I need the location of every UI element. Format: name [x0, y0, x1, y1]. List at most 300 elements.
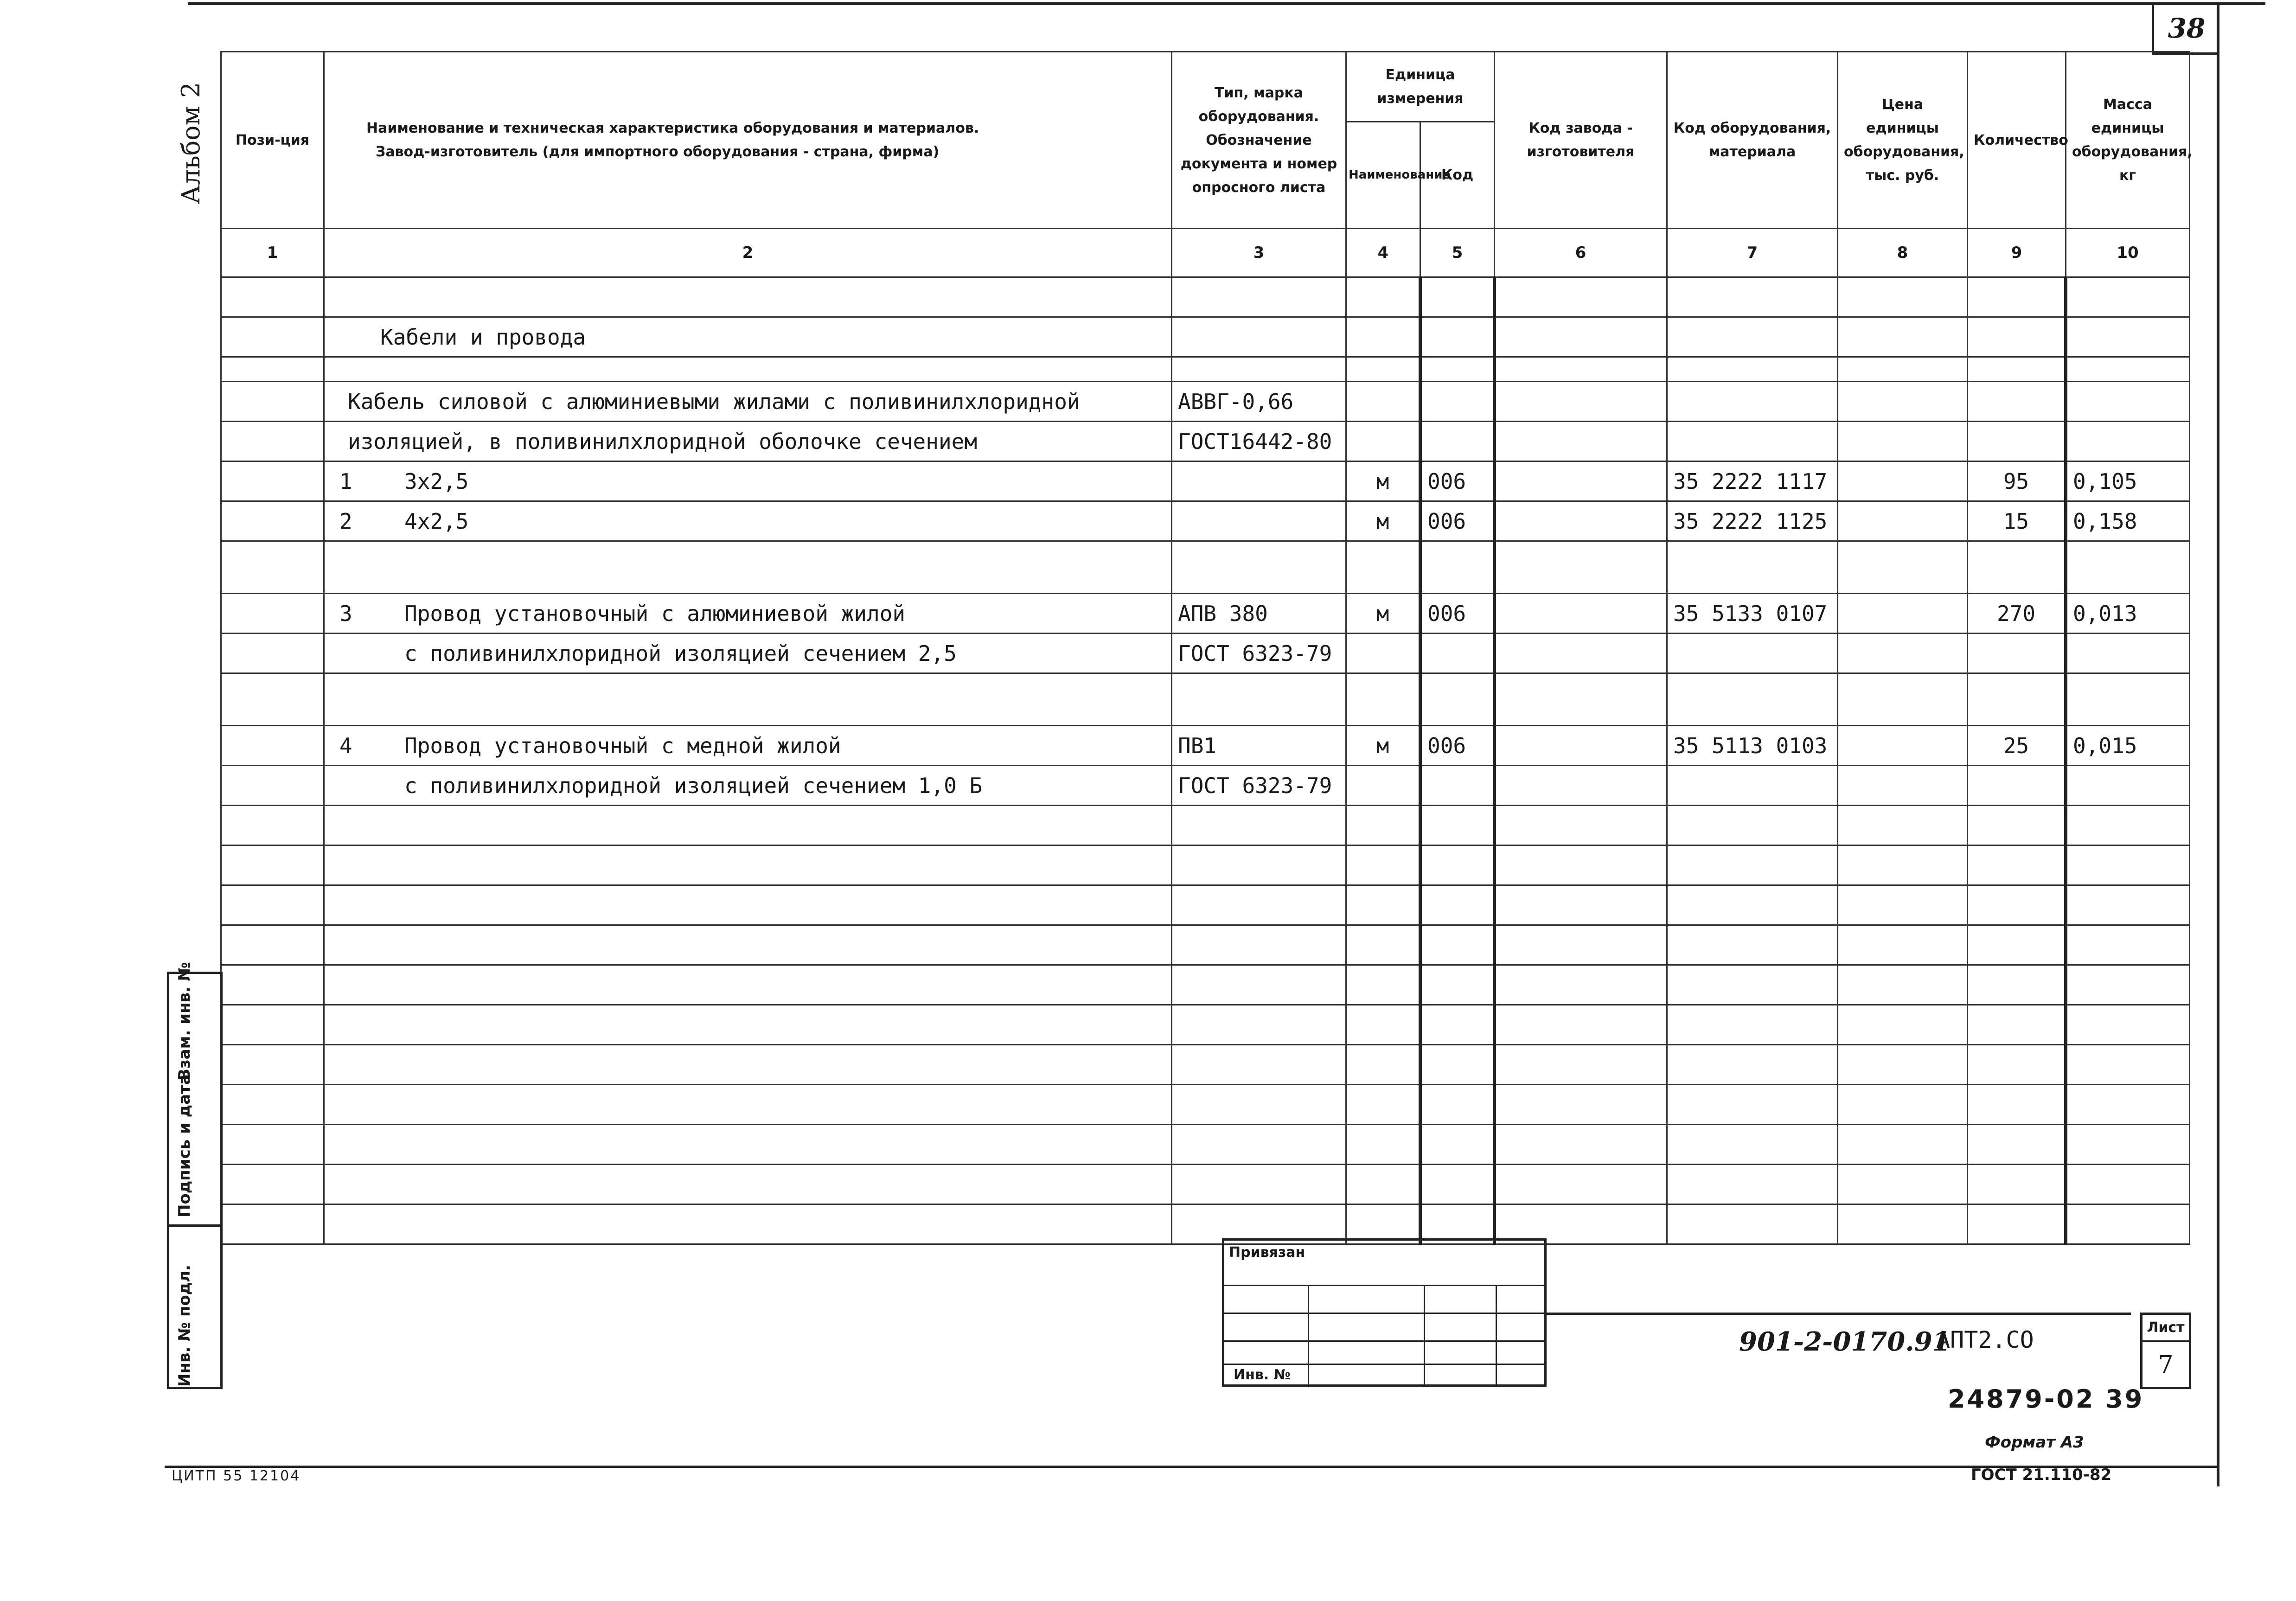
- cell-price: [1838, 885, 1968, 925]
- cell-factory-code: [1495, 422, 1667, 461]
- cell-mass: [2066, 1125, 2190, 1165]
- cell-price: [1838, 673, 1968, 726]
- cell-equipment-code: [1667, 1204, 1838, 1244]
- cell-quantity: [1968, 277, 2066, 317]
- cell-position: [221, 1005, 324, 1045]
- table-row: [221, 766, 2190, 806]
- cell-position: [221, 1045, 324, 1085]
- cintp-label: ЦИТП 55 12104: [172, 1468, 301, 1484]
- cell-unit: [1346, 965, 1420, 1005]
- cell-quantity: [1968, 541, 2066, 594]
- cell-equipment-code: [1667, 317, 1838, 357]
- cell-factory-code: [1495, 634, 1667, 673]
- cell-type: [1172, 1125, 1346, 1165]
- header-name-line2: Завод-изготовитель (для импортного оборудования - страна, фирма): [376, 144, 940, 160]
- cell-factory-code: [1495, 1005, 1667, 1045]
- cell-mass: [2066, 422, 2190, 461]
- cell-factory-code: [1495, 594, 1667, 634]
- cell-mass: [2066, 806, 2190, 845]
- cell-unit-code: [1420, 422, 1495, 461]
- cell-unit-code: [1420, 541, 1495, 594]
- cell-factory-code: [1495, 845, 1667, 885]
- cell-quantity: [1968, 1045, 2066, 1085]
- section-title: Кабели и провода: [324, 317, 1172, 357]
- cell-mass: [2066, 277, 2190, 317]
- header-price: Цена единицы оборудования, тыс. руб.: [1838, 52, 1968, 229]
- cell-mass: [2066, 965, 2190, 1005]
- column-number: 6: [1495, 229, 1667, 277]
- cell-mass: [2066, 845, 2190, 885]
- cell-unit: м: [1346, 461, 1420, 501]
- table-row: [221, 422, 2190, 461]
- cell-unit-code: [1420, 925, 1495, 965]
- cell-unit-code: 006: [1420, 501, 1495, 541]
- cell-factory-code: [1495, 1165, 1667, 1204]
- cell-price: [1838, 1125, 1968, 1165]
- cell-equipment-code: [1667, 965, 1838, 1005]
- cell-price: [1838, 317, 1968, 357]
- cell-unit-code: [1420, 766, 1495, 806]
- item-name: Провод установочный с медной жилой: [404, 733, 841, 758]
- cell-type: [1172, 317, 1346, 357]
- cell-unit: м: [1346, 501, 1420, 541]
- cell-position: [221, 925, 324, 965]
- cell-unit: [1346, 1165, 1420, 1204]
- cell-name: [324, 965, 1172, 1005]
- cell-equipment-code: [1667, 541, 1838, 594]
- cell-name: [324, 1125, 1172, 1165]
- cell-mass: [2066, 1005, 2190, 1045]
- cell-unit-code: [1420, 806, 1495, 845]
- inventory-number: 24879-02 39: [1948, 1384, 2144, 1414]
- cell-equipment-code: [1667, 1005, 1838, 1045]
- cell-price: [1838, 726, 1968, 766]
- cell-unit-code: [1420, 357, 1495, 382]
- cell-factory-code: [1495, 766, 1667, 806]
- cell-price: [1838, 357, 1968, 382]
- column-number: 7: [1667, 229, 1838, 277]
- stamp-inv-no-label: Инв. №: [1234, 1367, 1291, 1383]
- cell-quantity: [1968, 766, 2066, 806]
- cell-mass: 0,105: [2066, 461, 2190, 501]
- cell-equipment-code: [1667, 382, 1838, 422]
- cell-type: ГОСТ 6323-79: [1172, 766, 1346, 806]
- cell-unit: [1346, 1045, 1420, 1085]
- cell-name: [324, 766, 1172, 806]
- table-row: [221, 925, 2190, 965]
- cell-name: [324, 461, 1172, 501]
- table-row: [221, 673, 2190, 726]
- cell-quantity: [1968, 357, 2066, 382]
- cell-position: [221, 726, 324, 766]
- cell-equipment-code: [1667, 1045, 1838, 1085]
- cell-position: [221, 885, 324, 925]
- cell-type: ГОСТ 6323-79: [1172, 634, 1346, 673]
- cell-mass: [2066, 673, 2190, 726]
- cell-type: [1172, 885, 1346, 925]
- cell-factory-code: [1495, 925, 1667, 965]
- cell-unit: [1346, 1005, 1420, 1045]
- item-position: 4: [339, 733, 352, 758]
- cell-unit-code: [1420, 845, 1495, 885]
- table-row: [221, 1085, 2190, 1125]
- stamp-col-line: [1496, 1285, 1497, 1384]
- cell-price: [1838, 501, 1968, 541]
- table-row: [221, 357, 2190, 382]
- cell-equipment-code: [1667, 634, 1838, 673]
- cell-unit-code: [1420, 382, 1495, 422]
- document-suffix: АПТ2.СО: [1936, 1326, 2034, 1353]
- table-row: [221, 1045, 2190, 1085]
- cell-unit-code: [1420, 317, 1495, 357]
- cell-equipment-code: [1667, 766, 1838, 806]
- cell-factory-code: [1495, 541, 1667, 594]
- cell-name: [324, 673, 1172, 726]
- cell-unit: [1346, 277, 1420, 317]
- side-strip-divider: [167, 1224, 223, 1227]
- column-number: 8: [1838, 229, 1968, 277]
- cell-factory-code: [1495, 501, 1667, 541]
- column-number: 1: [221, 229, 324, 277]
- cell-position: [221, 673, 324, 726]
- cell-type: [1172, 461, 1346, 501]
- cell-name: [324, 1005, 1172, 1045]
- cell-unit-code: [1420, 965, 1495, 1005]
- cell-unit: [1346, 1085, 1420, 1125]
- cell-price: [1838, 461, 1968, 501]
- header-quantity: Количество: [1968, 52, 2066, 229]
- table-row: [221, 726, 2190, 766]
- cell-price: [1838, 806, 1968, 845]
- column-number: 4: [1346, 229, 1420, 277]
- cell-unit-code: [1420, 1165, 1495, 1204]
- cell-equipment-code: 35 2222 1117: [1667, 461, 1838, 501]
- table-row: [221, 461, 2190, 501]
- cell-unit: м: [1346, 726, 1420, 766]
- cell-name: [324, 1165, 1172, 1204]
- list-label: Лист: [2143, 1315, 2189, 1342]
- cell-position: [221, 1085, 324, 1125]
- cell-unit: [1346, 673, 1420, 726]
- cell-factory-code: [1495, 357, 1667, 382]
- cell-equipment-code: 35 2222 1125: [1667, 501, 1838, 541]
- cell-unit-code: [1420, 1125, 1495, 1165]
- item-name: с поливинилхлоридной изоляцией сечением 1,0 Б: [404, 773, 983, 798]
- cell-position: [221, 1204, 324, 1244]
- section-row: [221, 317, 2190, 357]
- cell-position: [221, 382, 324, 422]
- header-unit-name: Наименование: [1346, 122, 1420, 229]
- cell-position: [221, 594, 324, 634]
- side-label-replace-inv: Взам. инв. №: [175, 962, 194, 1081]
- cell-unit: [1346, 382, 1420, 422]
- table-row: [221, 1005, 2190, 1045]
- table-row: [221, 382, 2190, 422]
- column-numbers-row: [221, 229, 2190, 277]
- cell-factory-code: [1495, 806, 1667, 845]
- cell-quantity: [1968, 885, 2066, 925]
- item-name: 3х2,5: [404, 468, 469, 494]
- cell-unit: [1346, 422, 1420, 461]
- table-row: [221, 1204, 2190, 1244]
- cell-factory-code: [1495, 317, 1667, 357]
- column-number: 5: [1420, 229, 1495, 277]
- cell-name: [324, 277, 1172, 317]
- cell-quantity: 15: [1968, 501, 2066, 541]
- cell-unit-code: [1420, 1005, 1495, 1045]
- table-row: [221, 1125, 2190, 1165]
- cell-name: [324, 501, 1172, 541]
- cell-quantity: [1968, 382, 2066, 422]
- cell-price: [1838, 925, 1968, 965]
- column-number: 3: [1172, 229, 1346, 277]
- sheet-number: 38: [2152, 4, 2219, 55]
- table-row: [221, 594, 2190, 634]
- header-factory-code: Код завода - изготовителя: [1495, 52, 1667, 229]
- cell-position: [221, 806, 324, 845]
- cell-quantity: [1968, 1005, 2066, 1045]
- cell-mass: [2066, 357, 2190, 382]
- cell-name: [324, 382, 1172, 422]
- cell-quantity: [1968, 422, 2066, 461]
- table-row: [221, 1165, 2190, 1204]
- cell-unit-code: [1420, 277, 1495, 317]
- frame-top-border: [188, 2, 2265, 5]
- cell-quantity: [1968, 806, 2066, 845]
- item-name: Кабель силовой с алюминиевыми жилами с поливинилхлоридной: [348, 389, 1080, 414]
- cell-unit: [1346, 885, 1420, 925]
- cell-quantity: [1968, 925, 2066, 965]
- title-block-line: [1547, 1313, 2131, 1315]
- cell-mass: [2066, 925, 2190, 965]
- item-name: изоляцией, в поливинилхлоридной оболочке сечением: [348, 429, 978, 454]
- cell-mass: [2066, 1165, 2190, 1204]
- cell-mass: 0,015: [2066, 726, 2190, 766]
- cell-price: [1838, 845, 1968, 885]
- cell-price: [1838, 1045, 1968, 1085]
- cell-equipment-code: [1667, 1165, 1838, 1204]
- cell-price: [1838, 1085, 1968, 1125]
- cell-name: [324, 806, 1172, 845]
- cell-position: [221, 461, 324, 501]
- cell-factory-code: [1495, 1125, 1667, 1165]
- cell-price: [1838, 1204, 1968, 1244]
- table-row: [221, 634, 2190, 673]
- cell-mass: [2066, 766, 2190, 806]
- cell-unit: м: [1346, 594, 1420, 634]
- cell-unit: [1346, 806, 1420, 845]
- cell-mass: [2066, 885, 2190, 925]
- cell-type: [1172, 806, 1346, 845]
- cell-position: [221, 277, 324, 317]
- cell-equipment-code: 35 5113 0103: [1667, 726, 1838, 766]
- cell-equipment-code: [1667, 925, 1838, 965]
- cell-factory-code: [1495, 1085, 1667, 1125]
- header-type: Тип, марка оборудования. Обозначение документа и номер опросного листа: [1172, 52, 1346, 229]
- cell-mass: [2066, 382, 2190, 422]
- side-label-signature-date: Подпись и дата: [175, 1074, 194, 1217]
- cell-quantity: 95: [1968, 461, 2066, 501]
- cell-price: [1838, 422, 1968, 461]
- cell-equipment-code: [1667, 806, 1838, 845]
- cell-position: [221, 501, 324, 541]
- cell-position: [221, 541, 324, 594]
- cell-equipment-code: [1667, 1085, 1838, 1125]
- cell-unit-code: 006: [1420, 726, 1495, 766]
- cell-mass: [2066, 1204, 2190, 1244]
- stamp-attached-label: Привязан: [1229, 1244, 1305, 1261]
- cell-equipment-code: 35 5133 0107: [1667, 594, 1838, 634]
- cell-unit-code: [1420, 1045, 1495, 1085]
- cell-unit: [1346, 925, 1420, 965]
- cell-name: [324, 726, 1172, 766]
- header-unit-code: Код: [1420, 122, 1495, 229]
- cell-quantity: [1968, 1085, 2066, 1125]
- cell-price: [1838, 965, 1968, 1005]
- stamp-col-line: [1424, 1285, 1425, 1384]
- cell-price: [1838, 277, 1968, 317]
- item-position: 1: [339, 468, 352, 494]
- cell-unit: [1346, 357, 1420, 382]
- attachment-stamp: [1222, 1238, 1547, 1387]
- cell-quantity: 270: [1968, 594, 2066, 634]
- cell-price: [1838, 382, 1968, 422]
- header-position: Пози-ция: [221, 52, 324, 229]
- cell-type: [1172, 845, 1346, 885]
- cell-unit-code: [1420, 1085, 1495, 1125]
- cell-type: [1172, 541, 1346, 594]
- item-name: 4х2,5: [404, 508, 469, 534]
- cell-quantity: 25: [1968, 726, 2066, 766]
- cell-unit: [1346, 541, 1420, 594]
- cell-price: [1838, 1165, 1968, 1204]
- cell-type: [1172, 357, 1346, 382]
- cell-name: [324, 634, 1172, 673]
- cell-equipment-code: [1667, 845, 1838, 885]
- cell-factory-code: [1495, 673, 1667, 726]
- cell-factory-code: [1495, 885, 1667, 925]
- cell-name: [324, 1204, 1172, 1244]
- cell-position: [221, 1125, 324, 1165]
- cell-unit: [1346, 766, 1420, 806]
- cell-factory-code: [1495, 1045, 1667, 1085]
- item-name: с поливинилхлоридной изоляцией сечением 2,5: [404, 640, 957, 666]
- cell-type: [1172, 501, 1346, 541]
- header-mass: Масса единицы оборудования, кг: [2066, 52, 2190, 229]
- cell-type: [1172, 1005, 1346, 1045]
- cell-mass: 0,013: [2066, 594, 2190, 634]
- cell-unit: [1346, 634, 1420, 673]
- cell-quantity: [1968, 845, 2066, 885]
- cell-type: ГОСТ16442-80: [1172, 422, 1346, 461]
- cell-position: [221, 965, 324, 1005]
- cell-quantity: [1968, 317, 2066, 357]
- cell-type: [1172, 965, 1346, 1005]
- cell-price: [1838, 634, 1968, 673]
- cell-equipment-code: [1667, 422, 1838, 461]
- table-row: [221, 541, 2190, 594]
- cell-equipment-code: [1667, 357, 1838, 382]
- cell-position: [221, 766, 324, 806]
- cell-position: [221, 422, 324, 461]
- list-value: 7: [2158, 1351, 2174, 1379]
- format-label: Формат А3: [1985, 1433, 2084, 1452]
- cell-name: [324, 594, 1172, 634]
- cell-type: [1172, 1085, 1346, 1125]
- cell-position: [221, 317, 324, 357]
- frame-right-border: [2217, 2, 2219, 1486]
- cell-quantity: [1968, 673, 2066, 726]
- cell-unit-code: 006: [1420, 461, 1495, 501]
- cell-name: [324, 422, 1172, 461]
- cell-quantity: [1968, 1125, 2066, 1165]
- item-name: Провод установочный с алюминиевой жилой: [404, 601, 906, 626]
- table-row: [221, 277, 2190, 317]
- cell-unit: [1346, 1125, 1420, 1165]
- cell-unit-code: [1420, 634, 1495, 673]
- cell-type: [1172, 673, 1346, 726]
- cell-factory-code: [1495, 965, 1667, 1005]
- cell-unit: [1346, 845, 1420, 885]
- cell-type: ПВ1: [1172, 726, 1346, 766]
- column-number: 2: [324, 229, 1172, 277]
- table-row: [221, 501, 2190, 541]
- cell-position: [221, 634, 324, 673]
- cell-mass: [2066, 541, 2190, 594]
- cell-unit: [1346, 317, 1420, 357]
- cell-mass: 0,158: [2066, 501, 2190, 541]
- cell-type: АВВГ-0,66: [1172, 382, 1346, 422]
- cell-name: [324, 541, 1172, 594]
- cell-position: [221, 1165, 324, 1204]
- cell-mass: [2066, 1085, 2190, 1125]
- item-position: 3: [339, 601, 352, 626]
- cell-name: [324, 845, 1172, 885]
- cell-name: [324, 885, 1172, 925]
- column-number: 9: [1968, 229, 2066, 277]
- header-unit-group: Единица измерения: [1346, 52, 1495, 122]
- cell-equipment-code: [1667, 673, 1838, 726]
- cell-name: [324, 1085, 1172, 1125]
- specification-table: [220, 51, 2193, 1245]
- cell-price: [1838, 1005, 1968, 1045]
- cell-equipment-code: [1667, 1125, 1838, 1165]
- cell-equipment-code: [1667, 277, 1838, 317]
- cell-mass: [2066, 1045, 2190, 1085]
- gost-label: ГОСТ 21.110-82: [1971, 1466, 2112, 1484]
- column-number: 10: [2066, 229, 2190, 277]
- cell-mass: [2066, 634, 2190, 673]
- cell-type: [1172, 1165, 1346, 1204]
- cell-quantity: [1968, 965, 2066, 1005]
- stamp-col-line: [1308, 1285, 1309, 1384]
- cell-unit-code: 006: [1420, 594, 1495, 634]
- cell-type: АПВ 380: [1172, 594, 1346, 634]
- cell-quantity: [1968, 1204, 2066, 1244]
- cell-factory-code: [1495, 726, 1667, 766]
- cell-unit-code: [1420, 885, 1495, 925]
- header-name: [324, 52, 1172, 229]
- cell-name: [324, 357, 1172, 382]
- cell-quantity: [1968, 1165, 2066, 1204]
- cell-position: [221, 845, 324, 885]
- cell-price: [1838, 594, 1968, 634]
- cell-factory-code: [1495, 277, 1667, 317]
- header-name-line1: Наименование и техническая характеристика оборудования и материалов.: [366, 120, 979, 136]
- cell-mass: [2066, 317, 2190, 357]
- item-position: 2: [339, 508, 352, 534]
- table-row: [221, 806, 2190, 845]
